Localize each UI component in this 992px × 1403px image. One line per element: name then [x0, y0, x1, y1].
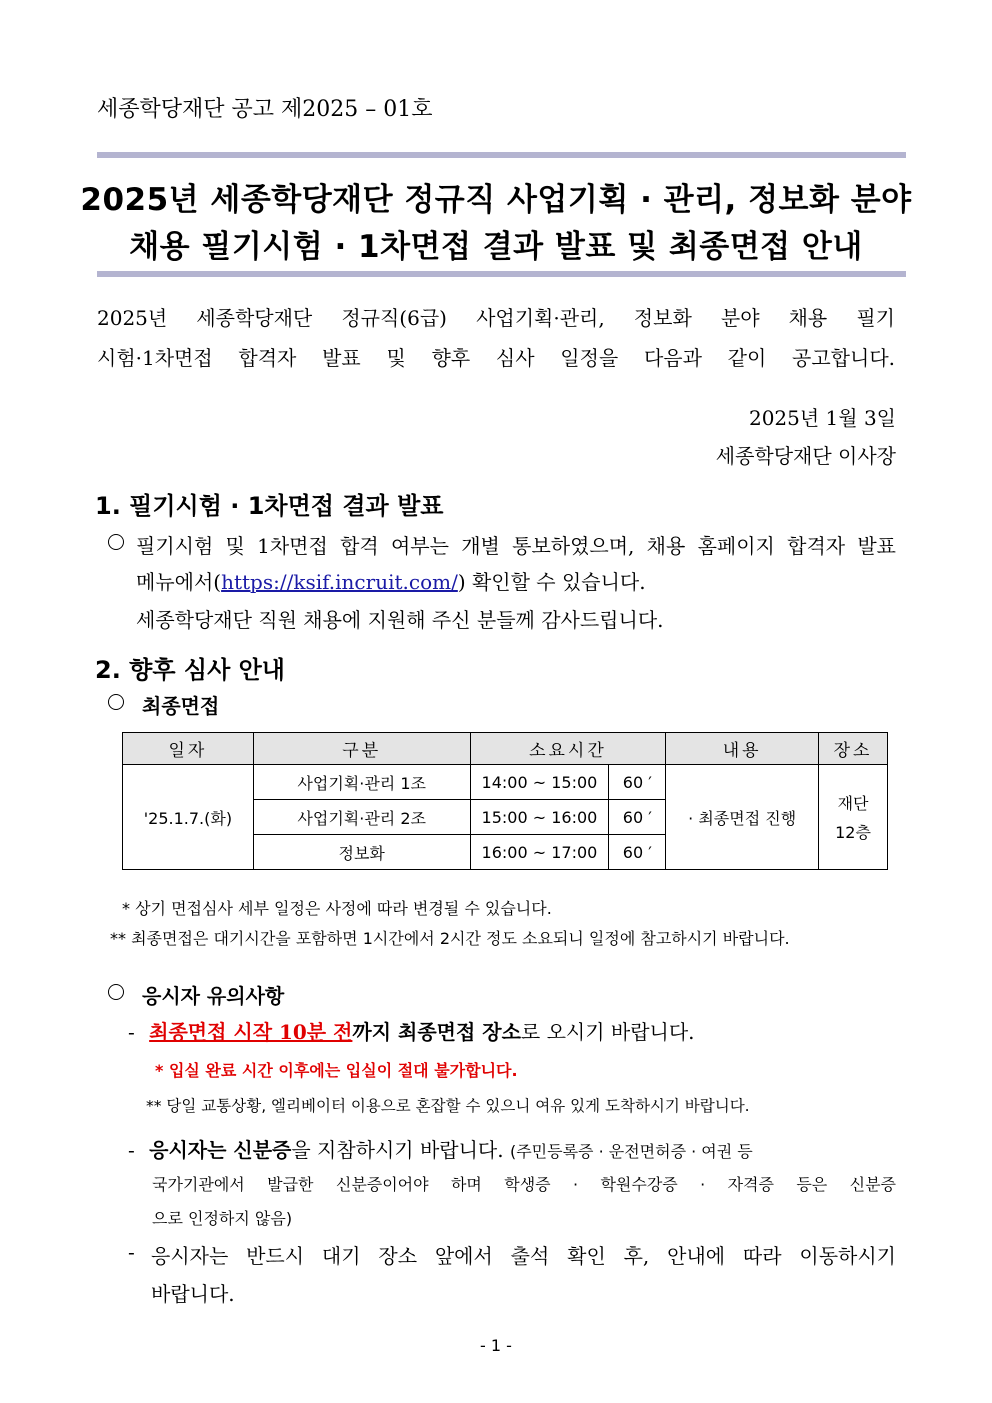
section1-line1: 필기시험 및 1차면접 합격 여부는 개별 통보하였으며, 채용 홈페이지 합격자 발표: [136, 534, 896, 558]
cell-minutes: 60 ′: [609, 835, 666, 870]
notice-number: 세종학당재단 공고 제2025 – 01호: [97, 97, 433, 122]
cell-time: 14:00 ~ 15:00: [470, 765, 609, 800]
circle-bullet-icon: [108, 694, 124, 710]
cell-group: 사업기획·관리 2조: [253, 800, 470, 835]
dash-bullet: -: [128, 1020, 135, 1044]
item1-note1: * 입실 완료 시간 이후에는 입실이 절대 불가합니다.: [155, 1061, 518, 1080]
section1-line2-prefix: 메뉴에서(: [136, 570, 222, 594]
cell-date: '25.1.7.(화): [123, 765, 254, 870]
cell-group: 정보화: [253, 835, 470, 870]
title-top-rule: [97, 152, 906, 158]
notice-item2: [128, 1134, 753, 1163]
section1-line2-suffix: ) 확인할 수 있습니다.: [457, 570, 646, 594]
dash-bullet: -: [128, 1240, 135, 1264]
item1-note2: ** 당일 교통상황, 엘리베이터 이용으로 혼잡할 수 있으니 여유 있게 도착하시기 바랍니다.: [146, 1097, 750, 1115]
cell-minutes: 60 ′: [609, 765, 666, 800]
subheading-final-interview: 최종면접: [142, 694, 220, 718]
notice-date: 2025년 1월 3일: [748, 406, 896, 430]
page-title-line2: 채용 필기시험 · 1차면접 결과 발표 및 최종면접 안내: [129, 229, 863, 265]
circle-bullet-icon: [108, 984, 124, 1000]
issuer: 세종학당재단 이사장: [715, 444, 896, 468]
intro-line2: 시험·1차면접 합격자 발표 및 향후 심사 일정을 다음과 같이 공고합니다.: [97, 346, 895, 370]
item3-line1: 응시자는 반드시 대기 장소 앞에서 출석 확인 후, 안내에 따라 이동하시기: [151, 1244, 896, 1268]
item2-bold-text: 응시자는 신분증: [149, 1138, 292, 1162]
cell-time: 16:00 ~ 17:00: [470, 835, 609, 870]
header-content: 내용: [666, 733, 819, 765]
item2-rest-text: 을 지참하시기 바랍니다.: [291, 1138, 504, 1162]
item3-line2: 바랍니다.: [151, 1282, 235, 1306]
section1-line3: 세종학당재단 직원 채용에 지원해 주신 분들께 감사드립니다.: [136, 608, 664, 632]
header-duration: 소요시간: [470, 733, 666, 765]
header-date: 일자: [123, 733, 254, 765]
item1-bold-text: 까지 최종면접 장소: [352, 1020, 521, 1044]
place-line2: 12층: [835, 823, 871, 842]
cell-content: · 최종면접 진행: [666, 765, 819, 870]
item2-paren-text: (주민등록증 · 운전면허증 · 여권 등: [509, 1142, 753, 1161]
table-row: [123, 765, 888, 800]
circle-bullet-icon: [108, 534, 124, 550]
cell-group: 사업기획·관리 1조: [253, 765, 470, 800]
section2-heading: 2. 향후 심사 안내: [95, 656, 285, 684]
header-group: 구분: [253, 733, 470, 765]
interview-schedule-table: [122, 732, 888, 870]
section1-line2: [136, 566, 646, 595]
item2-line3: 으로 인정하지 않음): [152, 1209, 293, 1228]
table-header-row: [123, 733, 888, 765]
item1-red-text: 최종면접 시작 10분 전: [149, 1020, 353, 1044]
subheading-applicant-notes: 응시자 유의사항: [142, 984, 285, 1008]
dash-bullet: -: [128, 1138, 135, 1162]
item2-line2: 국가기관에서 발급한 신분증이어야 하며 학생증 · 학원수강증 · 자격증 등은 신분증: [152, 1175, 896, 1194]
schedule-note2: ** 최종면접은 대기시간을 포함하면 1시간에서 2시간 정도 소요되니 일정에 참고하시기 바랍니다.: [110, 929, 790, 948]
page-title-line1: 2025년 세종학당재단 정규직 사업기획 · 관리, 정보화 분야: [80, 182, 912, 218]
item1-rest-text: 로 오시기 바랍니다.: [520, 1020, 695, 1044]
section1-heading: 1. 필기시험 · 1차면접 결과 발표: [95, 492, 444, 520]
place-line1: 재단: [837, 794, 869, 813]
header-place: 장소: [819, 733, 888, 765]
page-number: - 1 -: [480, 1336, 512, 1355]
schedule-note1: * 상기 면접심사 세부 일정은 사정에 따라 변경될 수 있습니다.: [122, 899, 552, 918]
intro-line1: 2025년 세종학당재단 정규직(6급) 사업기획·관리, 정보화 분야 채용 필기: [97, 306, 895, 330]
cell-time: 15:00 ~ 16:00: [470, 800, 609, 835]
recruit-site-link[interactable]: https://ksif.incruit.com/: [221, 570, 458, 594]
title-bottom-rule: [97, 271, 906, 277]
notice-item1: [128, 1016, 695, 1045]
cell-minutes: 60 ′: [609, 800, 666, 835]
cell-place: [819, 765, 888, 870]
